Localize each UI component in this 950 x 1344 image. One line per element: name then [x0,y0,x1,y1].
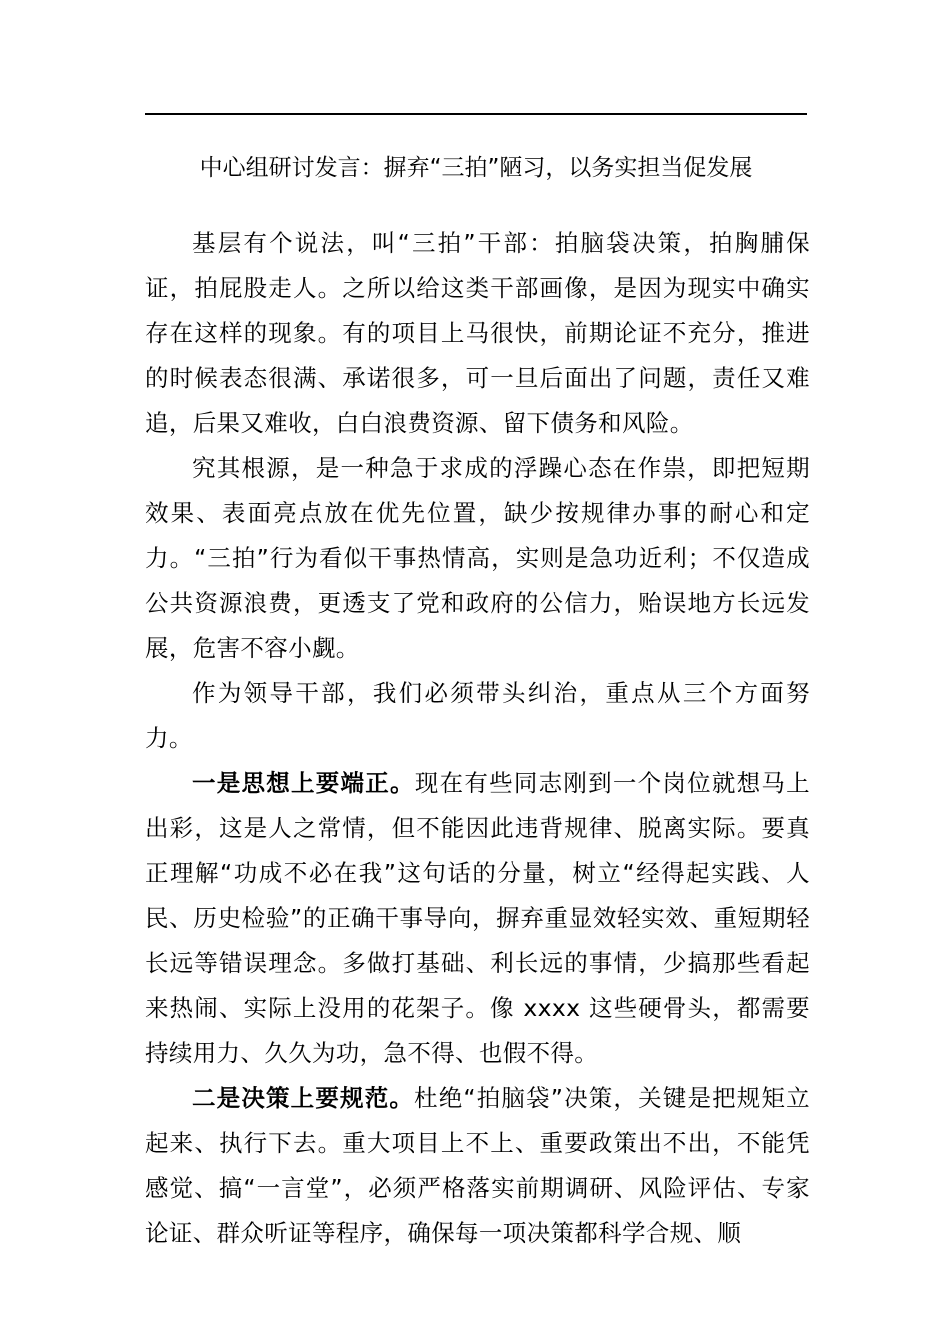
document-title: 中心组研讨发言：摒弃“三拍”陋习，以务实担当促发展 [199,155,753,181]
paragraph-text: 作为领导干部，我们必须带头纠治，重点从三个方面努力。 [145,679,810,752]
paragraph-text: 究其根源，是一种急于求成的浮躁心态在作祟，即把短期效果、表面亮点放在优先位置，缺少按规律办事的耐心和定力。“三拍”行为看似干事热情高，实则是急功近利；不仅造成公共资源浪费，更透支了党和政府的公信力，贻误地方长远发展，危害不容小觑。 [145,454,810,662]
paragraph-4 [145,761,810,1076]
paragraph-text: 杜绝“拍脑袋”决策，关键是把规矩立起来、执行下去。重大项目上不上、重要政策出不出，不能凭感觉、搞“一言堂”，必须严格落实前期调研、风险评估、专家论证、群众听证等程序，确保每一项决策都科学合规、顺 [145,1084,810,1247]
paragraph-lead: 二是决策上要规范。 [192,1084,415,1112]
paragraph-text: 基层有个说法，叫“三拍”干部：拍脑袋决策，拍胸脯保证，拍屁股走人。之所以给这类干部画像，是因为现实中确实存在这样的现象。有的项目上马很快，前期论证不充分，推进的时候表态很满、承诺很多，可一旦后面出了问题，责任又难追，后果又难收，白白浪费资源、留下债务和风险。 [145,229,810,437]
paragraph-1 [145,221,810,446]
paragraph-3 [145,671,810,761]
paragraph-text: 现在有些同志刚到一个岗位就想马上出彩，这是人之常情，但不能因此违背规律、脱离实际。要真正理解“功成不必在我”这句话的分量，树立“经得起实践、人民、历史检验”的正确干事导向，摒弃重显效轻实效、重短期轻长远等错误理念。多做打基础、利长远的事情，少搞那些看起来热闹、实际上没用的花架子。像 xxxx 这些硬骨头，都需要持续用力、久久为功，急不得、也假不得。 [145,769,810,1067]
header-rule [145,113,807,115]
paragraph-5 [145,1076,810,1256]
document-body [145,221,810,1256]
paragraph-lead: 一是思想上要端正。 [192,769,415,797]
paragraph-2 [145,446,810,671]
